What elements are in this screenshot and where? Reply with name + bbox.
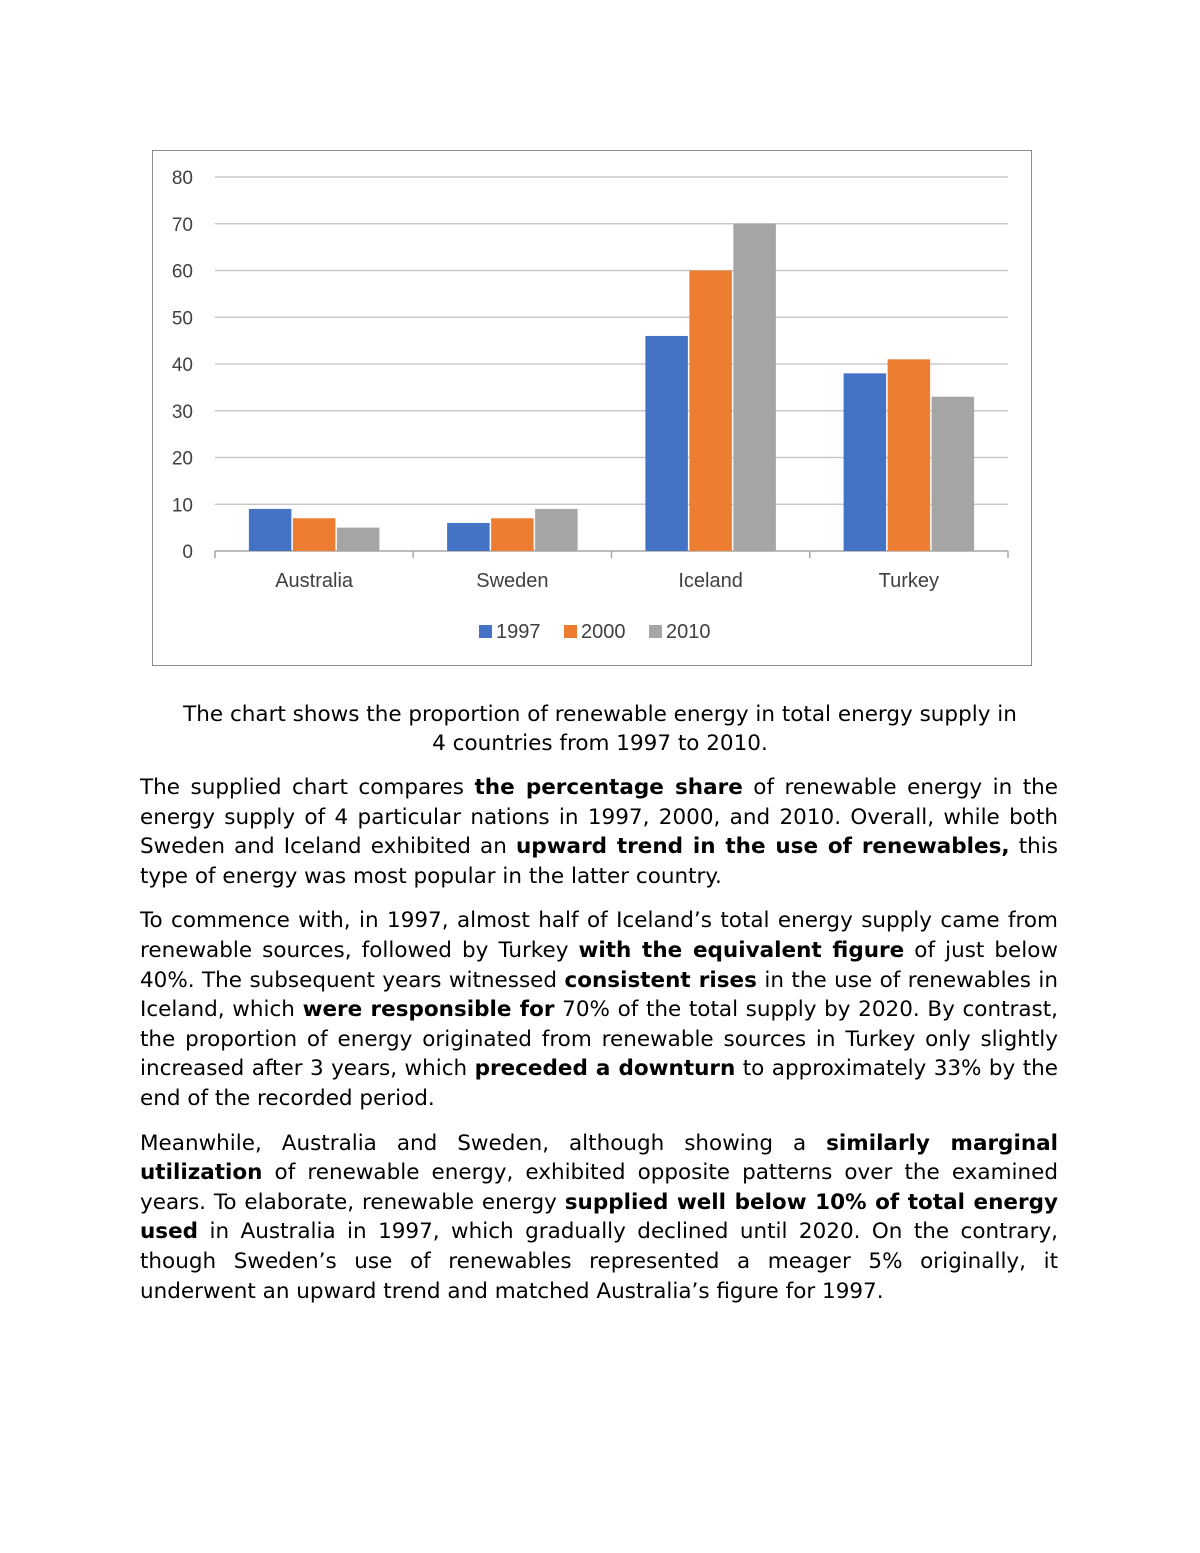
bar-australia-2000 xyxy=(293,518,336,551)
text-run: of renewable energy in the energy supply of 4 particular nations in 1997, 2000, and 2010. Overall, while both Sweden and Iceland exhibited an xyxy=(140,775,1059,860)
bold-phrase: preceded a downturn xyxy=(474,1056,736,1082)
y-tick-label: 50 xyxy=(171,308,193,330)
legend-swatch-2000 xyxy=(564,625,577,638)
bold-phrase: consistent rises xyxy=(564,967,757,993)
bar-chart xyxy=(153,151,1033,667)
y-tick-label: 10 xyxy=(171,495,193,517)
x-category-label: Turkey xyxy=(878,570,940,592)
text-run: Meanwhile, Australia and Sweden, although showing a xyxy=(140,1130,827,1156)
bar-turkey-1997 xyxy=(844,373,887,551)
bar-sweden-2000 xyxy=(491,518,534,551)
y-tick-label: 40 xyxy=(171,355,193,376)
bold-phrase: with the equivalent figure xyxy=(578,937,905,963)
bar-turkey-2000 xyxy=(888,359,931,551)
legend-label-2000: 2000 xyxy=(581,621,626,643)
bar-australia-2010 xyxy=(337,528,380,551)
text-run: this type of energy was most popular in the latter country. xyxy=(140,834,1058,889)
text-run: To commence with, in 1997, almost half of Iceland’s total energy supply came from renewable sources, followed by Turkey xyxy=(140,908,1058,963)
bar-iceland-2010 xyxy=(733,224,776,551)
legend-label-1997: 1997 xyxy=(496,621,541,643)
bold-phrase: the percentage share xyxy=(474,775,743,800)
legend-label-2010: 2010 xyxy=(666,621,711,643)
bar-turkey-2010 xyxy=(932,397,975,551)
bar-sweden-2010 xyxy=(535,509,578,551)
y-tick-label: 80 xyxy=(171,168,193,189)
text-run: of renewable energy, exhibited opposite patterns over the examined years. To elaborate, renewable energy xyxy=(140,1160,1058,1215)
legend-swatch-1997 xyxy=(479,625,492,638)
chart-caption xyxy=(140,700,1060,758)
bar-australia-1997 xyxy=(249,509,292,551)
text-run: in Australia in 1997, which gradually declined until 2020. On the contrary, though Sweden’s use of renewables represented a meager 5% originally, it underwent an upward trend and matched Australia’s figure for 1997. xyxy=(140,1219,1058,1304)
paragraph-intro xyxy=(140,773,1058,891)
legend-swatch-2010 xyxy=(649,625,662,638)
text-run: The supplied chart compares xyxy=(140,775,475,800)
y-tick-label: 70 xyxy=(171,214,193,236)
x-category-label: Iceland xyxy=(678,570,743,592)
x-category-label: Sweden xyxy=(476,570,549,592)
paragraph-australia-sweden xyxy=(140,1129,1058,1307)
y-tick-label: 30 xyxy=(171,401,193,423)
y-tick-label: 20 xyxy=(171,448,193,470)
y-tick-label: 60 xyxy=(171,261,193,283)
text-run: in the use of renewables in Iceland, which xyxy=(140,967,1058,1023)
bold-phrase: similarly marginal utilization xyxy=(140,1130,1058,1186)
caption-line-2: 4 countries from 1997 to 2010. xyxy=(432,731,768,756)
bar-iceland-1997 xyxy=(645,336,688,551)
bar-iceland-2000 xyxy=(689,271,732,552)
chart-frame xyxy=(152,150,1032,666)
text-run: to approximately 33% by the end of the recorded period. xyxy=(140,1056,1058,1111)
x-category-label: Australia xyxy=(275,570,354,592)
text-run: 70% of the total supply by 2020. By contrast, the proportion of energy originated from renewable sources in Turkey only slightly increased after 3 years, which xyxy=(140,997,1058,1082)
text-run: of just below 40%. The subsequent years witnessed xyxy=(140,937,1058,993)
bold-phrase: upward trend in the use of renewables, xyxy=(516,834,1010,860)
paragraph-iceland-turkey xyxy=(140,906,1058,1113)
bold-phrase: were responsible for xyxy=(302,997,555,1023)
essay-body xyxy=(140,773,1058,1321)
y-tick-label: 0 xyxy=(182,542,193,563)
bar-sweden-1997 xyxy=(447,523,490,551)
caption-line-1: The chart shows the proportion of renewable energy in total energy supply in xyxy=(183,702,1017,727)
bold-phrase: supplied well below 10% of total energy used xyxy=(140,1189,1058,1245)
